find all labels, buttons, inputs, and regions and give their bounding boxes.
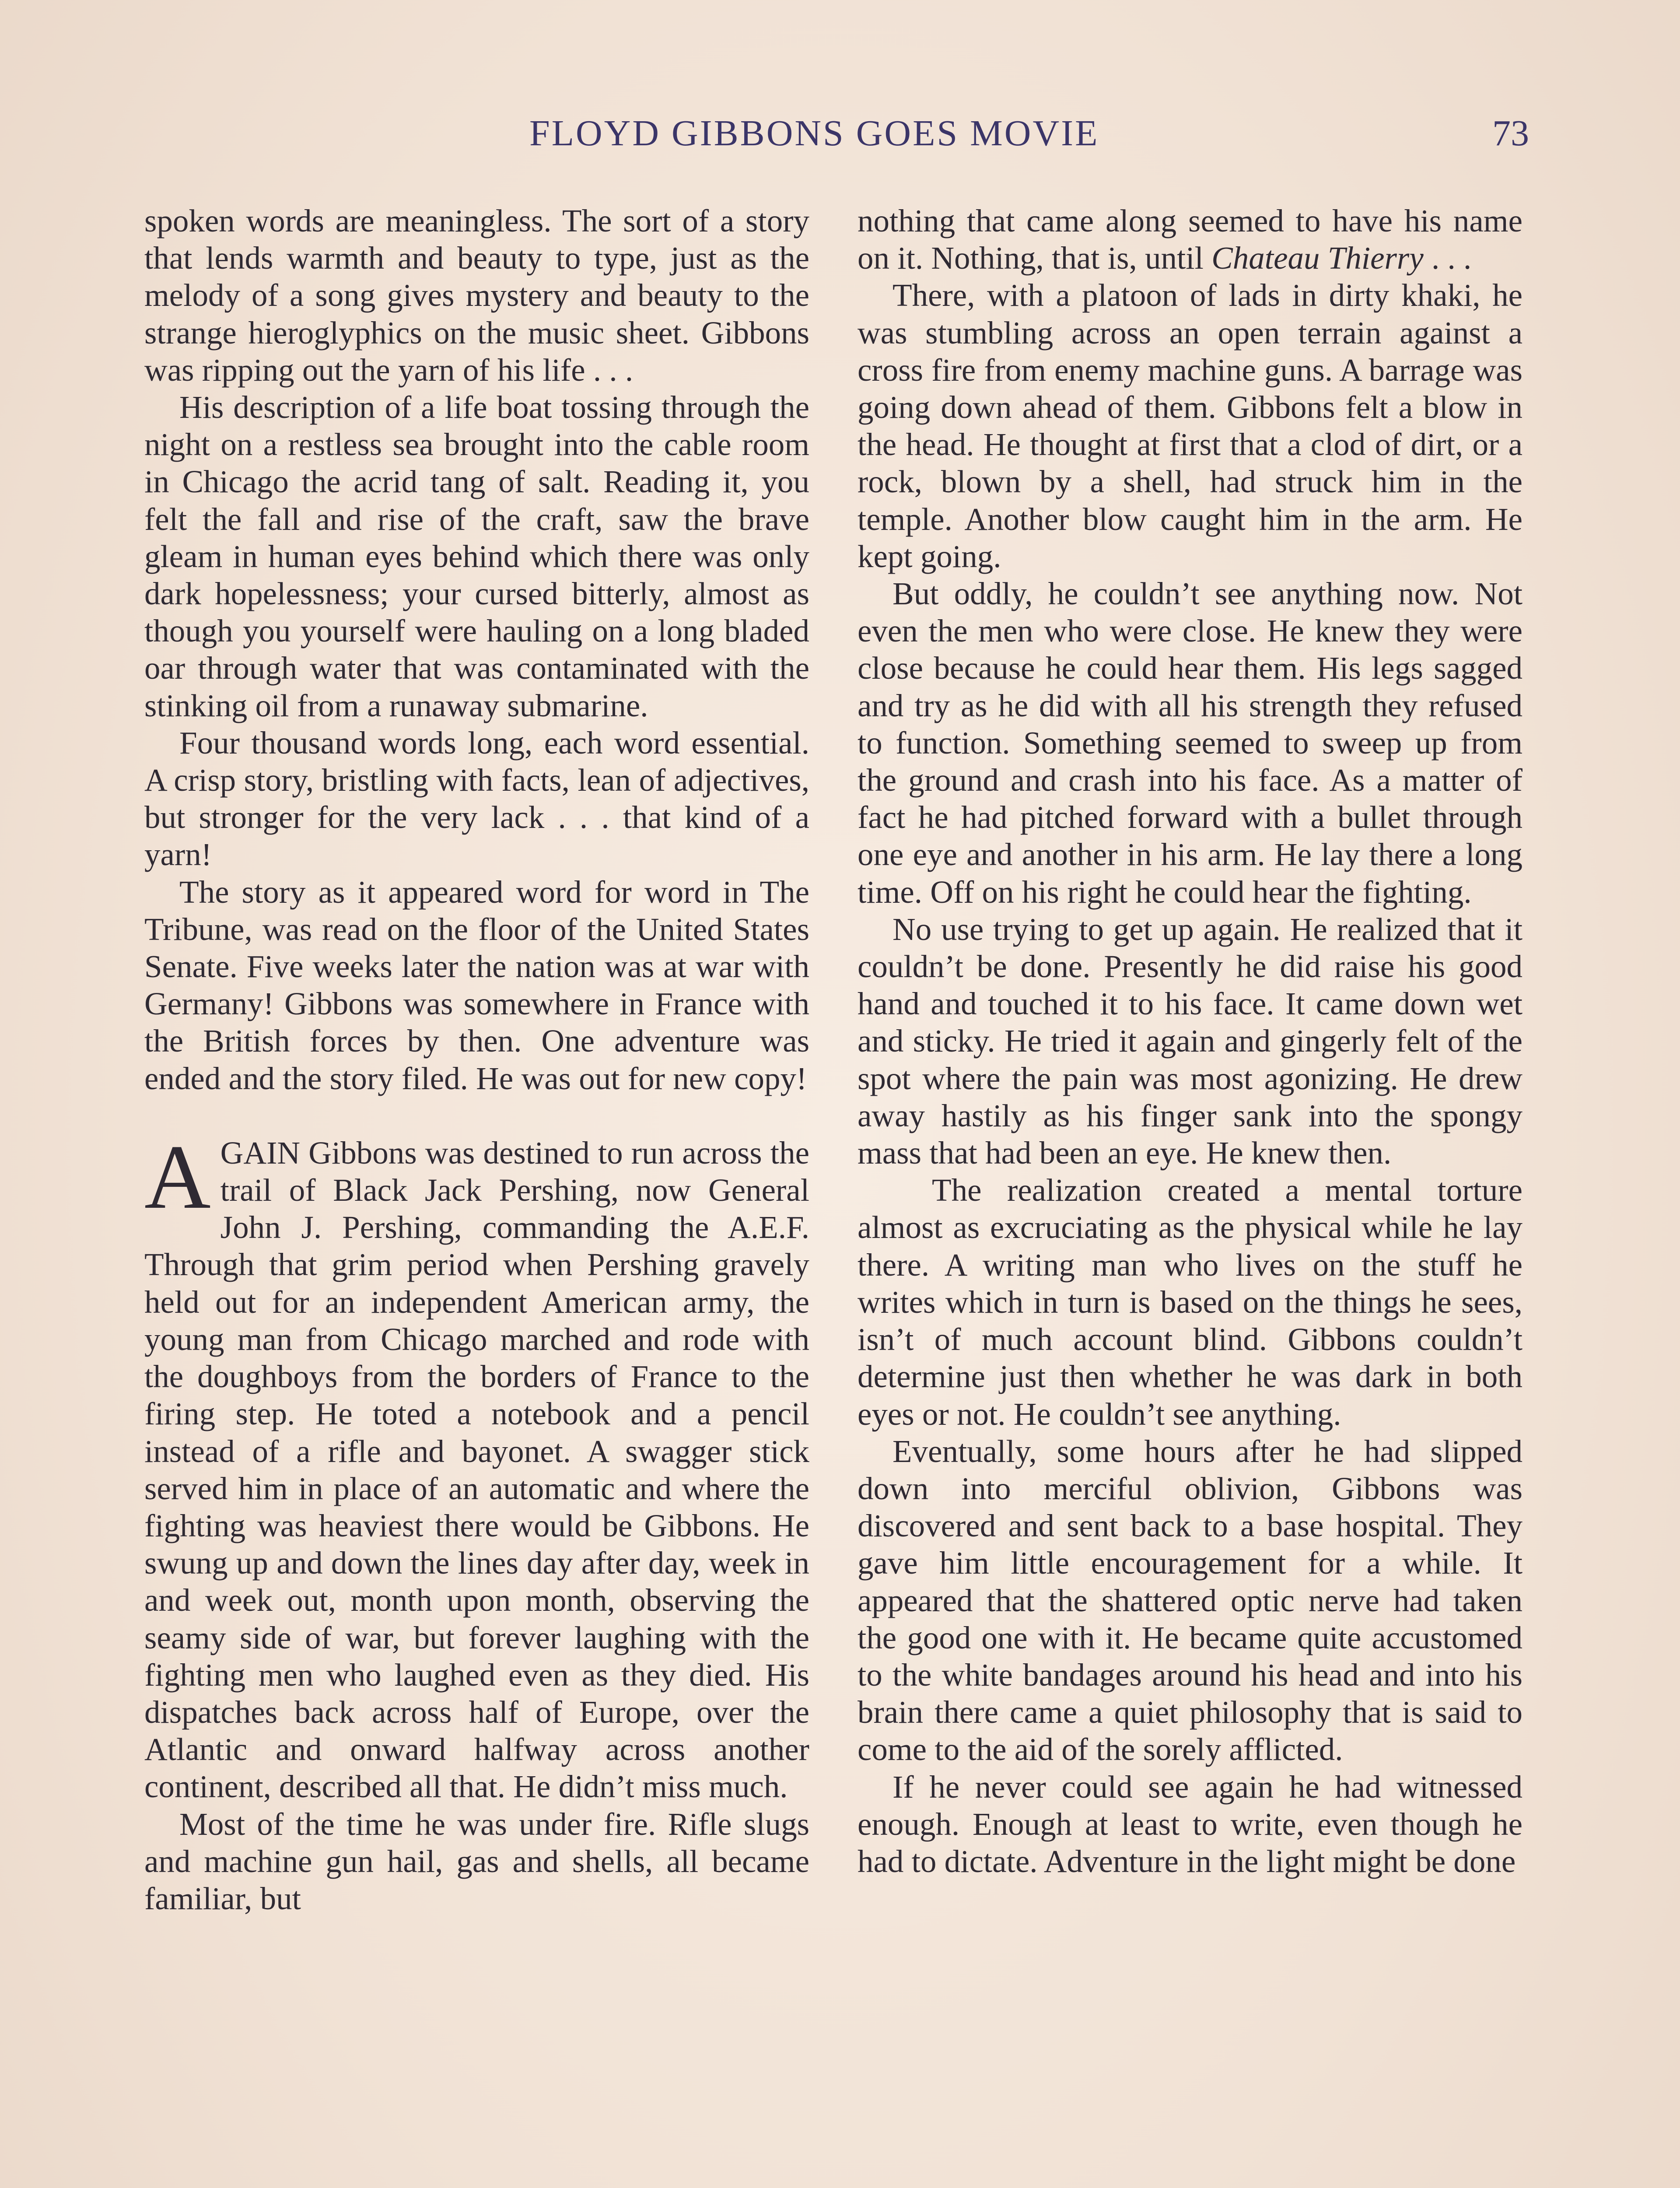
right-paragraph-6: Eventually, some hours after he had slipped down into merciful oblivion, Gibbons was discovered and sent back to a base hospital. They gave him little encouragement for a while. It appeared that the shattered optic nerve had taken the good one with it. He became quite accustomed to the white bandages around his head and into his brain there came a quiet philosophy that is said to come to the aid of the sorely afflicted. (858, 1433, 1522, 1767)
running-title: FLOYD GIBBONS GOES MOVIE (529, 113, 1099, 154)
right-paragraph-7: If he never could see again he had witnessed enough. Enough at least to write, even though he had to dictate. Adventure in the light might be done (858, 1769, 1522, 1879)
place-name-italic: Chateau Thierry (1211, 240, 1424, 276)
running-head (0, 112, 1680, 165)
left-paragraph-5 (144, 1126, 809, 1806)
left-paragraph-3: Four thousand words long, each word essential. A crisp story, bristling with facts, lean of adjectives, but stronger for the very lack . . . that kind of a yarn! (144, 725, 809, 873)
right-paragraph-1 (858, 202, 1522, 277)
drop-cap: A (144, 1126, 211, 1228)
right-paragraph-5: The realization created a mental torture almost as excruciating as the physical while he lay there. A writing man who lives on the stuff he writes which in turn is based on the things he sees, isn’t of much account blind. Gibbons couldn’t determine just then whether he was dark in both eyes or not. He couldn’t see anything. (858, 1172, 1522, 1432)
left-paragraph-4: The story as it appeared word for word in The Tribune, was read on the floor of the United States Senate. Five weeks later the nation was at war with Germany! Gibbons was somewhere in France with the British forces by then. One adventure was ended and the story filed. He was out for new copy! (144, 874, 809, 1096)
right-column (858, 202, 1522, 1880)
left-paragraph-6: Most of the time he was under fire. Rifle slugs and machine gun hail, gas and shells, all became familiar, but (144, 1806, 809, 1916)
left-paragraph-2: His description of a life boat tossing through the night on a restless sea brought into the cable room in Chicago the acrid tang of salt. Reading it, you felt the fall and rise of the craft, saw the brave gleam in human eyes behind which there was only dark hopelessness; your cursed bitterly, almost as though you yourself were hauling on a long bladed oar through water that was contaminated with the stinking oil from a runaway submarine. (144, 389, 809, 723)
right-paragraph-1-text: nothing that came along seemed to have his name on it. Nothing, that is, until (858, 203, 1522, 276)
left-column (144, 202, 809, 1917)
right-paragraph-1-end: . . . (1423, 240, 1472, 276)
left-paragraph-1: spoken words are meaningless. The sort of a story that lends warmth and beauty to type, just as the melody of a song gives mystery and beauty to the strange hieroglyphics on the music sheet. Gibbons was ripping out the yarn of his life . . . (144, 203, 809, 388)
right-paragraph-3: But oddly, he couldn’t see anything now. Not even the men who were close. He knew they were close because he could hear them. His legs sagged and try as he did with all his strength they refused to function. Something seemed to sweep up from the ground and crash into his face. As a matter of fact he had pitched forward with a bullet through one eye and another in his arm. He lay there a long time. Off on his right he could hear the fighting. (858, 576, 1522, 910)
page-number: 73 (1492, 113, 1529, 154)
right-paragraph-4: No use trying to get up again. He realized that it couldn’t be done. Presently he did raise his good hand and touched it to his face. It came down wet and sticky. He tried it again and gingerly felt of the spot where the pain was most agonizing. He drew away hastily as his finger sank into the spongy mass that had been an eye. He knew then. (858, 911, 1522, 1171)
right-paragraph-2: There, with a platoon of lads in dirty khaki, he was stumbling across an open terrain against a cross fire from enemy machine guns. A barrage was going down ahead of them. Gibbons felt a blow in the head. He thought at first that a clod of dirt, or a rock, blown by a shell, had struck him in the temple. Another blow caught him in the arm. He kept going. (858, 277, 1522, 574)
left-paragraph-5-text: GAIN Gibbons was destined to run across the trail of Black Jack Pershing, now General John J. Pershing, commanding the A.E.F. Through that grim period when Pershing gravely held out for an independent American army, the young man from Chicago marched and rode with the doughboys from the borders of France to the firing step. He toted a notebook and a pencil instead of a rifle and bayonet. A swagger stick served him in place of an automatic and where the fighting was heaviest there would be Gibbons. He swung up and down the lines day after day, week in and week out, month upon month, observing the seamy side of war, but forever laughing with the fighting men who laughed even as they died. His dispatches back across half of Europe, over the Atlantic and onward halfway across another continent, described all that. He didn’t miss much. (144, 1135, 809, 1805)
